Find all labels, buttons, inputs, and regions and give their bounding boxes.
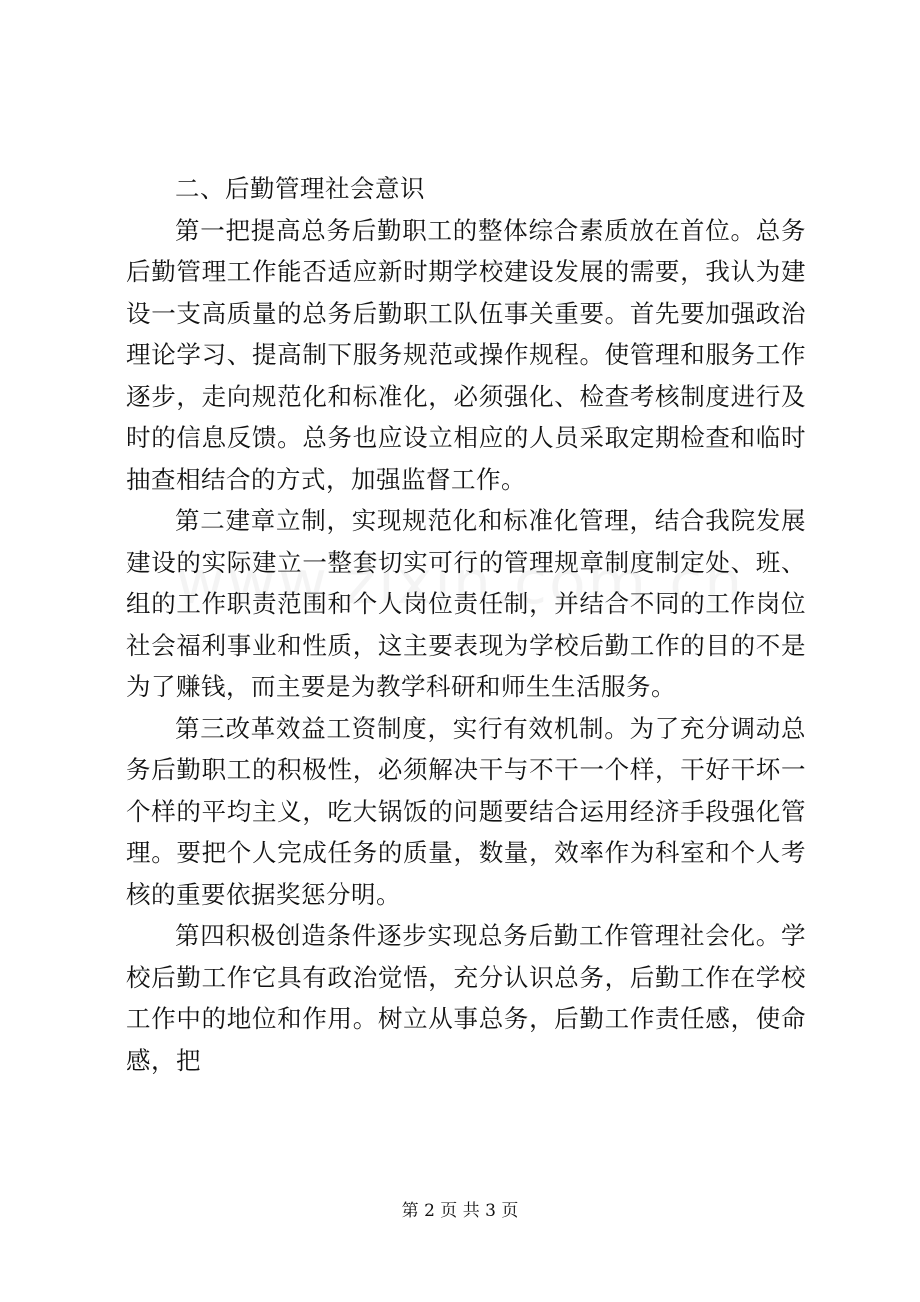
page-footer: 第 2 页 共 3 页 xyxy=(401,1201,519,1221)
paragraph-2: 第二建章立制，实现规范化和标准化管理，结合我院发展建设的实际建立一整套切实可行的管理规章制度制定处、班、组的工作职责范围和个人岗位责任制，并结合不同的工作岗位社会福利事业和性质，这主要表现为学校后勤工作的目的不是为了赚钱，而主要是为教学科研和师生生活服务。 xyxy=(126,506,806,701)
section-heading: 二、后勤管理社会意识 xyxy=(175,174,425,203)
paragraph-1: 第一把提高总务后勤职工的整体综合素质放在首位。总务后勤管理工作能否适应新时期学校建设发展的需要，我认为建设一支高质量的总务后勤职工队伍事关重要。首先要加强政治理论学习、提高制下服务规范或操作规程。使管理和服务工作逐步，走向规范化和标准化，必须强化、检查考核制度进行及时的信息反馈。总务也应设立相应的人员采取定期检查和临时抽查相结合的方式，加强监督工作。 xyxy=(126,215,806,494)
paragraph-4: 第四积极创造条件逐步实现总务后勤工作管理社会化。学校后勤工作它具有政治觉悟，充分认识总务，后勤工作在学校工作中的地位和作用。树立从事总务，后勤工作责任感，使命感，把 xyxy=(126,921,806,1075)
paragraph-3: 第三改革效益工资制度，实行有效机制。为了充分调动总务后勤职工的积极性，必须解决干与不干一个样，干好干坏一个样的平均主义，吃大锅饭的问题要结合运用经济手段强化管理。要把个人完成任务的质量，数量，效率作为科室和个人考核的重要依据奖惩分明。 xyxy=(126,713,806,909)
document-body xyxy=(126,168,806,1081)
